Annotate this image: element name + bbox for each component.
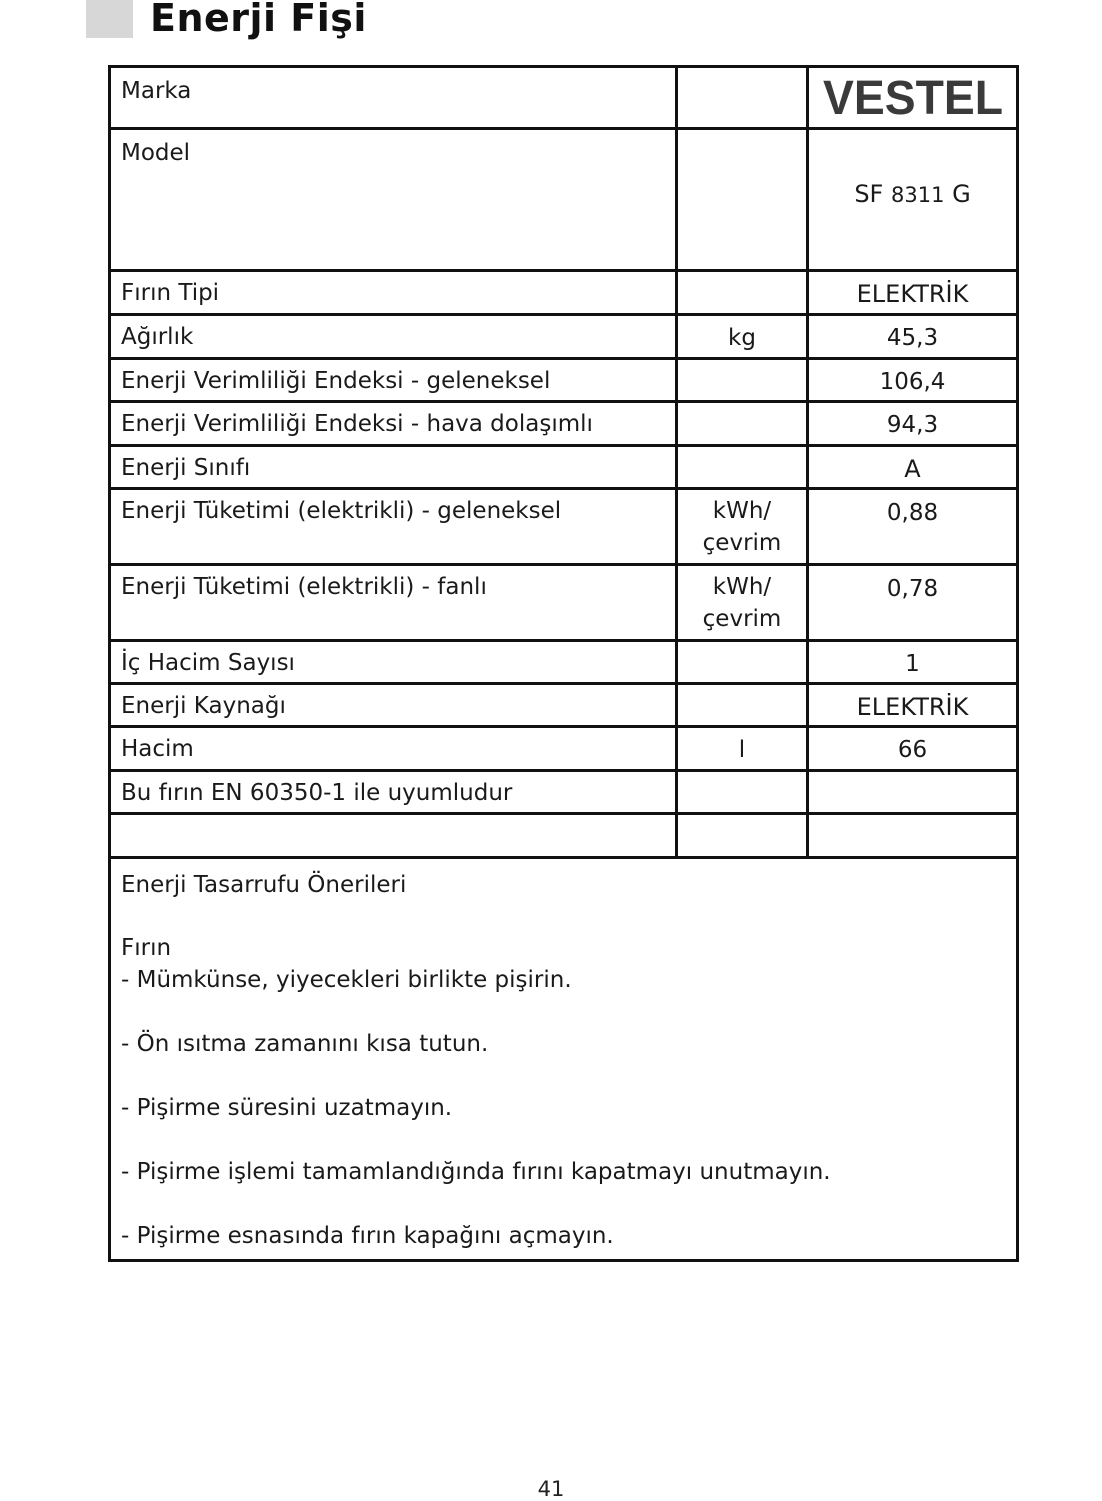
table-row	[110, 641, 1018, 684]
row-label: Enerji Sınıfı	[110, 446, 677, 489]
row-unit: kWh/ çevrim	[677, 489, 808, 565]
row-unit	[677, 271, 808, 315]
table-row	[110, 684, 1018, 727]
model-value-cell	[808, 129, 1018, 271]
table-row	[110, 727, 1018, 771]
tip-item: - Ön ısıtma zamanını kısa tutun.	[121, 1031, 489, 1057]
table-row	[110, 771, 1018, 814]
header-accent-block	[86, 0, 133, 38]
row-label: Bu fırın EN 60350-1 ile uyumludur	[110, 771, 677, 814]
table-row	[110, 271, 1018, 315]
row-unit	[677, 402, 808, 446]
row-label: İç Hacim Sayısı	[110, 641, 677, 684]
row-unit: l	[677, 727, 808, 771]
row-unit	[677, 684, 808, 727]
vestel-logo-text: VESTEL	[822, 74, 1003, 120]
tips-row	[110, 858, 1018, 1261]
row-label: Enerji Tüketimi (elektrikli) - fanlı	[110, 565, 677, 641]
model-value: SF 8311 G	[854, 180, 971, 208]
table-row-brand	[110, 67, 1018, 129]
row-label: Hacim	[110, 727, 677, 771]
row-unit: kWh/ çevrim	[677, 565, 808, 641]
table-row	[110, 315, 1018, 359]
brand-unit-cell	[677, 67, 808, 129]
row-value: 66	[808, 727, 1018, 771]
row-label: Enerji Verimliliği Endeksi - hava dolaşımlı	[110, 402, 677, 446]
table-row-model	[110, 129, 1018, 271]
table-row	[110, 359, 1018, 402]
row-unit	[677, 446, 808, 489]
row-value: 45,3	[808, 315, 1018, 359]
row-value: 0,88	[808, 489, 1018, 565]
tips-title: Enerji Tasarrufu Önerileri	[121, 872, 407, 898]
row-value: ELEKTRİK	[808, 271, 1018, 315]
row-unit	[677, 771, 808, 814]
row-unit	[677, 359, 808, 402]
tips-section-title: Fırın	[121, 935, 172, 961]
tip-item: - Pişirme işlemi tamamlandığında fırını kapatmayı unutmayın.	[121, 1159, 831, 1185]
row-value: 0,78	[808, 565, 1018, 641]
empty-cell	[808, 814, 1018, 858]
tip-item: - Mümkünse, yiyecekleri birlikte pişirin.	[121, 967, 572, 993]
table-row	[110, 489, 1018, 565]
row-label: Enerji Kaynağı	[110, 684, 677, 727]
row-label: Enerji Tüketimi (elektrikli) - geleneksel	[110, 489, 677, 565]
row-value	[808, 771, 1018, 814]
vestel-logo	[821, 74, 1005, 120]
page-title: Enerji Fişi	[150, 0, 367, 40]
tip-item: - Pişirme süresini uzatmayın.	[121, 1095, 453, 1121]
row-label: Ağırlık	[110, 315, 677, 359]
empty-cell	[677, 814, 808, 858]
empty-cell	[110, 814, 677, 858]
row-unit: kg	[677, 315, 808, 359]
energy-saving-tips	[110, 858, 1018, 1261]
brand-logo-cell	[808, 67, 1018, 129]
row-value: 94,3	[808, 402, 1018, 446]
row-value: A	[808, 446, 1018, 489]
row-unit	[677, 641, 808, 684]
row-value: 106,4	[808, 359, 1018, 402]
row-value: ELEKTRİK	[808, 684, 1018, 727]
energy-sheet-table	[108, 65, 1019, 1262]
table-row	[110, 446, 1018, 489]
table-row-empty	[110, 814, 1018, 858]
row-value: 1	[808, 641, 1018, 684]
model-unit-cell	[677, 129, 808, 271]
brand-label: Marka	[110, 67, 677, 129]
table-row	[110, 565, 1018, 641]
page-number: 41	[537, 1477, 565, 1501]
row-label: Enerji Verimliliği Endeksi - geleneksel	[110, 359, 677, 402]
model-label: Model	[110, 129, 677, 271]
tip-item: - Pişirme esnasında fırın kapağını açmayın.	[121, 1223, 614, 1249]
row-label: Fırın Tipi	[110, 271, 677, 315]
table-row	[110, 402, 1018, 446]
